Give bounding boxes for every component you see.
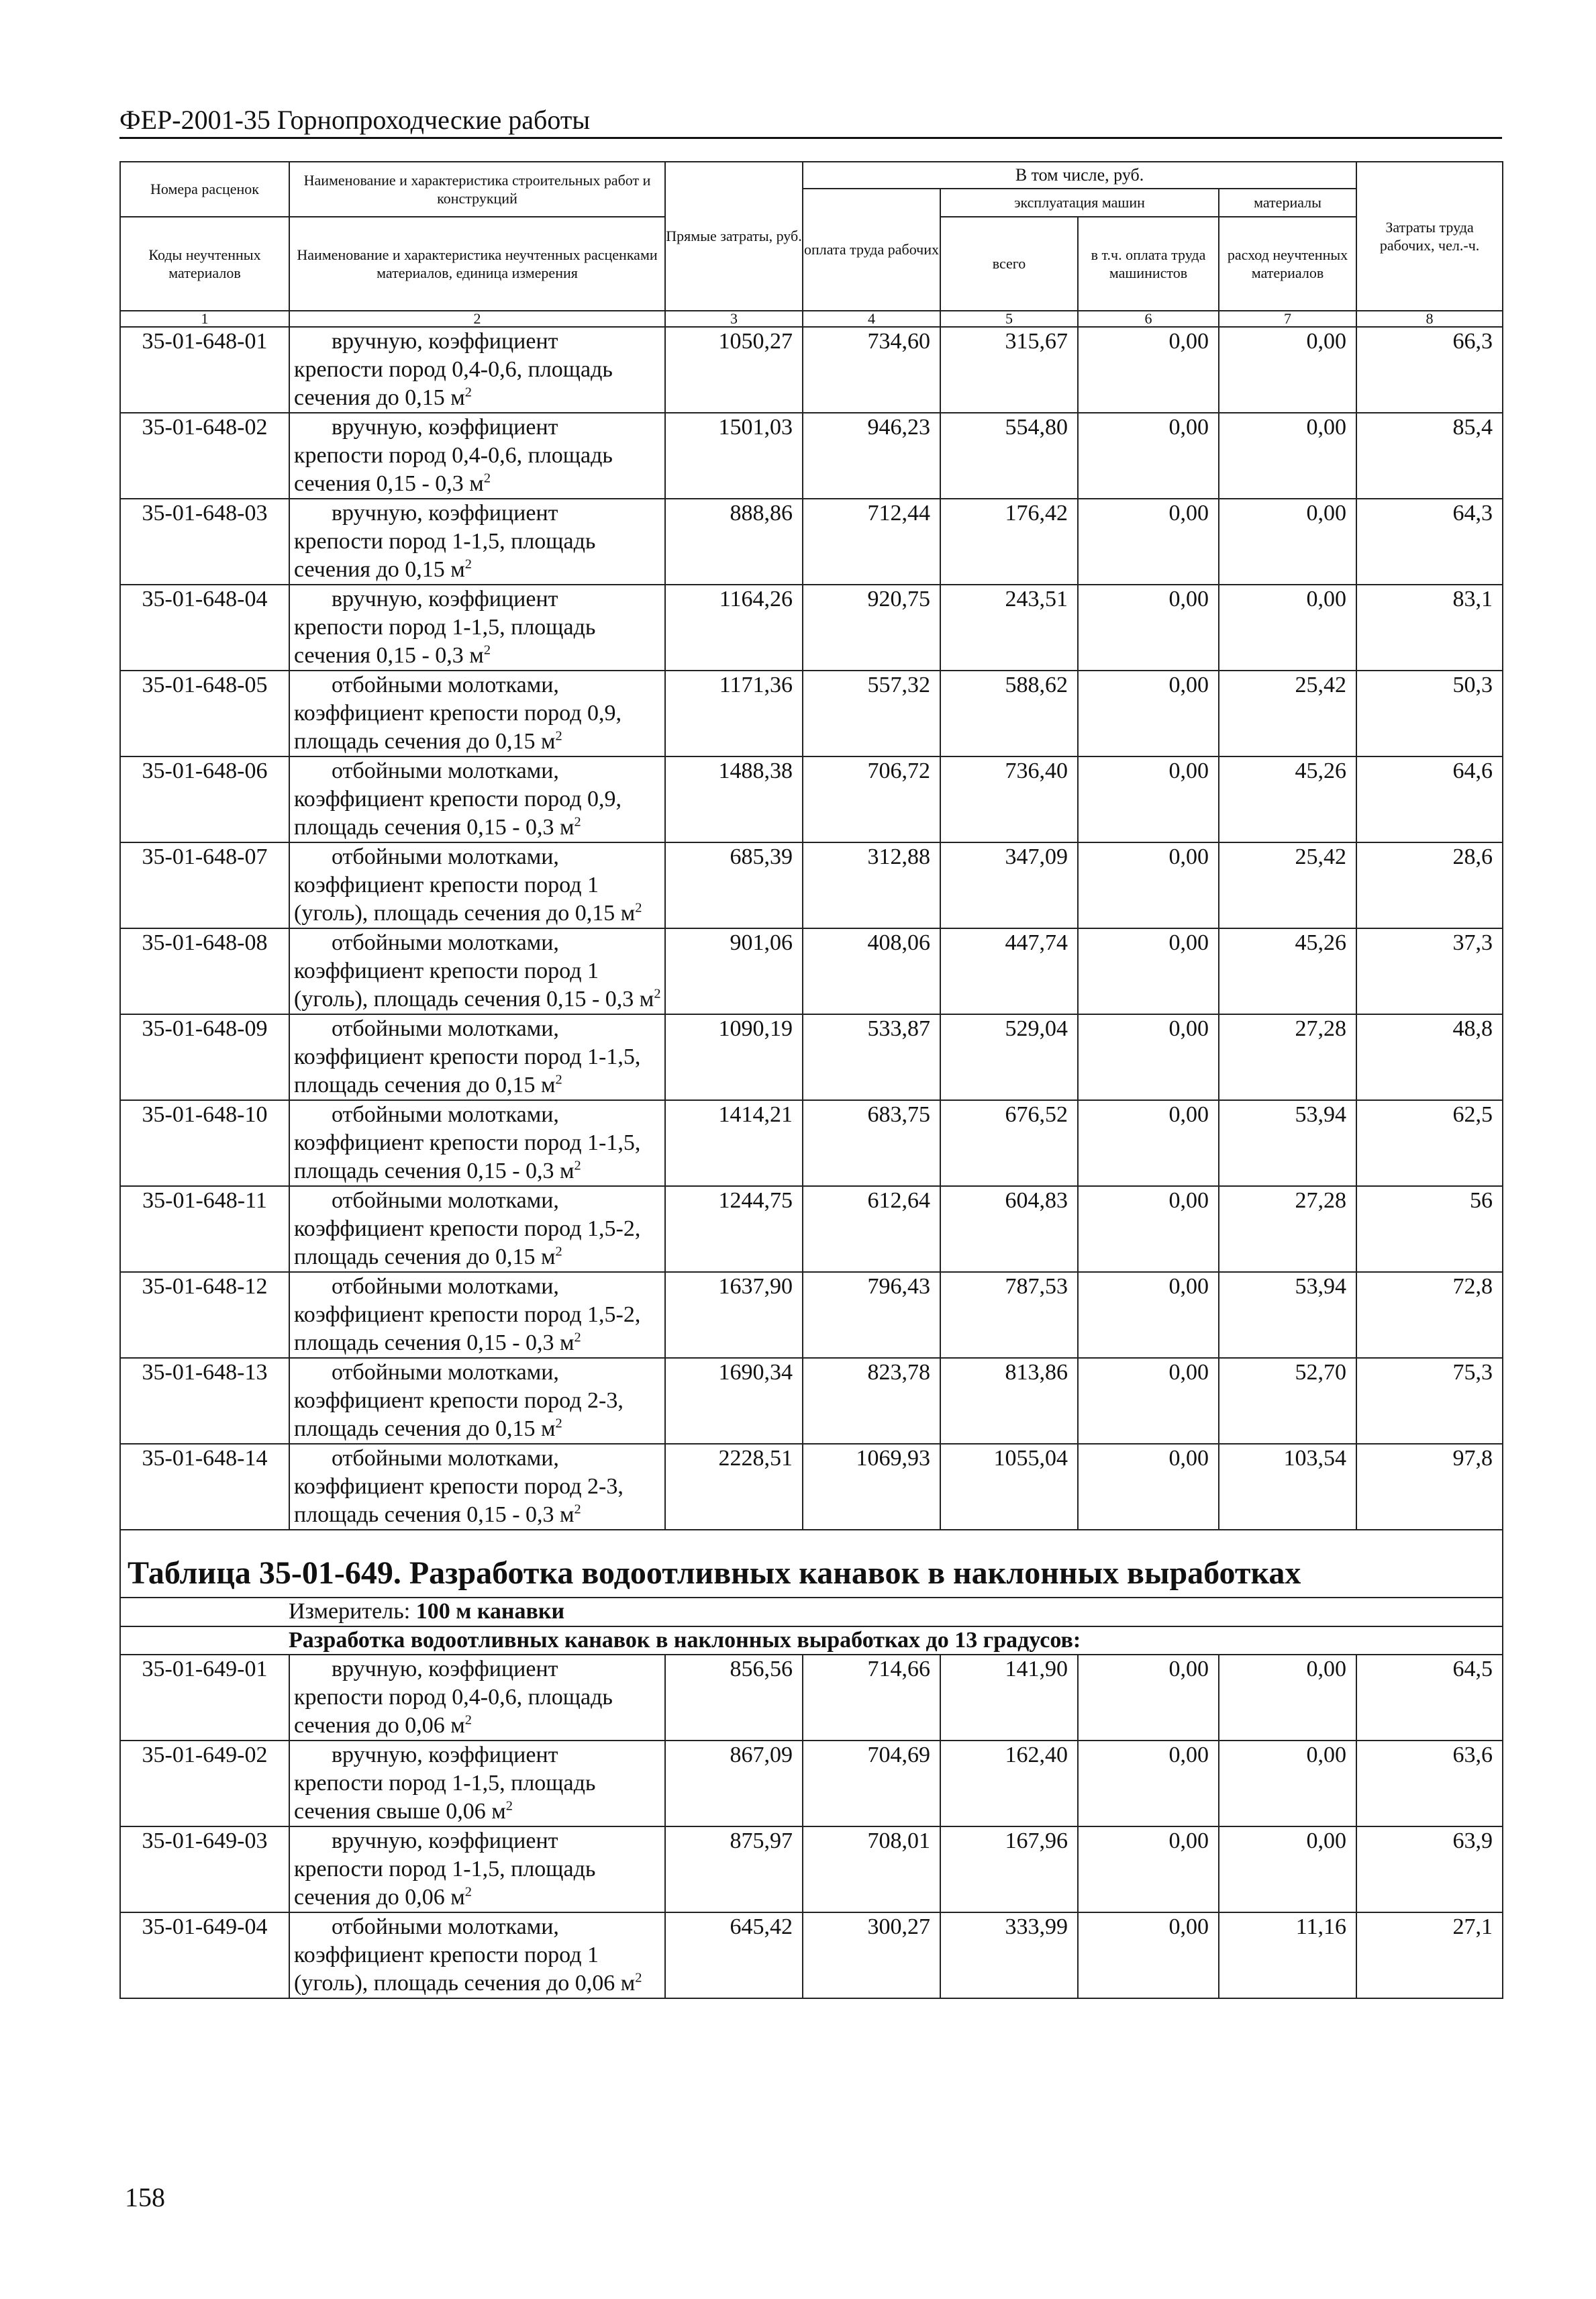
materials-cost: 0,00 [1219,499,1356,585]
labor-hours: 63,9 [1356,1826,1503,1912]
meter-label: Измеритель: [289,1598,416,1624]
unit-exponent: 2 [464,1885,472,1900]
operator-pay: 0,00 [1078,1444,1219,1530]
labor-hours: 83,1 [1356,585,1503,671]
work-description [289,585,665,671]
table-row [120,1100,1503,1186]
rate-code: 35-01-648-03 [120,499,289,585]
work-description [289,413,665,499]
table-row [120,1826,1503,1912]
direct-costs: 1690,34 [665,1358,803,1444]
description-first-line: отбойными молотками, [332,930,559,955]
materials-cost: 0,00 [1219,1826,1356,1912]
description-first-line: отбойными молотками, [332,673,559,697]
description-first-line: вручную, коэффициент [332,415,558,440]
operator-pay: 0,00 [1078,842,1219,928]
unit-exponent: 2 [483,471,491,486]
worker-pay: 734,60 [803,327,940,413]
header-rate-numbers: Номера расценок [120,162,289,217]
labor-hours: 66,3 [1356,327,1503,413]
page-header-title: ФЕР-2001-35 Горнопроходческие работы [119,105,591,135]
description-rest: коэффициент крепости пород 1,5-2, площадь сечения 0,15 - 0,3 м [294,1302,641,1355]
direct-costs: 685,39 [665,842,803,928]
work-description [289,756,665,842]
column-index: 1 [120,311,289,327]
operator-pay: 0,00 [1078,1826,1219,1912]
table-row [120,327,1503,413]
rate-code: 35-01-648-11 [120,1186,289,1272]
labor-hours: 72,8 [1356,1272,1503,1358]
rate-code: 35-01-648-02 [120,413,289,499]
labor-hours: 37,3 [1356,928,1503,1014]
direct-costs: 875,97 [665,1826,803,1912]
table-row [120,1186,1503,1272]
rate-code: 35-01-648-08 [120,928,289,1014]
materials-cost: 0,00 [1219,327,1356,413]
description-rest: коэффициент крепости пород 1-1,5, площадь сечения 0,15 - 0,3 м [294,1130,641,1183]
worker-pay: 920,75 [803,585,940,671]
header-unaccounted-materials: Наименование и характеристика неучтенных расценками материалов, единица измерения [289,217,665,311]
labor-hours: 64,5 [1356,1655,1503,1741]
table-header [120,162,1503,327]
description-first-line: отбойными молотками, [332,844,559,869]
description-first-line: отбойными молотками, [332,1914,559,1940]
direct-costs: 645,42 [665,1912,803,1998]
worker-pay: 708,01 [803,1826,940,1912]
worker-pay: 823,78 [803,1358,940,1444]
work-description [289,1912,665,1998]
unit-exponent: 2 [635,1971,642,1986]
description-first-line: отбойными молотками, [332,1102,559,1127]
work-description [289,327,665,413]
direct-costs: 1090,19 [665,1014,803,1100]
worker-pay: 312,88 [803,842,940,928]
machines-total: 347,09 [940,842,1078,928]
work-description [289,1741,665,1826]
work-description [289,1444,665,1530]
operator-pay: 0,00 [1078,1358,1219,1444]
unit-exponent: 2 [574,1330,581,1345]
work-description [289,671,665,756]
table-row [120,1444,1503,1530]
description-first-line: вручную, коэффициент [332,1743,558,1768]
operator-pay: 0,00 [1078,928,1219,1014]
header-materials: материалы [1219,189,1356,217]
work-description [289,928,665,1014]
materials-cost: 45,26 [1219,756,1356,842]
rate-code: 35-01-649-03 [120,1826,289,1912]
header-operator-pay: в т.ч. оплата труда машинистов [1078,217,1219,311]
description-rest: коэффициент крепости пород 2-3, площадь сечения 0,15 - 0,3 м [294,1474,624,1527]
description-rest: крепости пород 1-1,5, площадь сечения свыше 0,06 м [294,1771,596,1824]
operator-pay: 0,00 [1078,1655,1219,1741]
description-first-line: отбойными молотками, [332,1274,559,1299]
machines-total: 333,99 [940,1912,1078,1998]
machines-total: 554,80 [940,413,1078,499]
worker-pay: 300,27 [803,1912,940,1998]
unit-exponent: 2 [574,1502,581,1517]
section-title: Таблица 35-01-649. Разработка водоотливных канавок в наклонных выработках [120,1530,1503,1598]
work-description [289,1358,665,1444]
materials-cost: 53,94 [1219,1272,1356,1358]
materials-cost: 25,42 [1219,842,1356,928]
unit-exponent: 2 [555,1072,562,1087]
worker-pay: 714,66 [803,1655,940,1741]
description-first-line: вручную, коэффициент [332,1828,558,1854]
rate-code: 35-01-648-07 [120,842,289,928]
labor-hours: 64,3 [1356,499,1503,585]
table-body-648 [120,327,1503,1530]
materials-cost: 103,54 [1219,1444,1356,1530]
rate-code: 35-01-648-13 [120,1358,289,1444]
table-row [120,671,1503,756]
description-rest: коэффициент крепости пород 0,9, площадь сечения 0,15 - 0,3 м [294,787,622,840]
header-unaccounted-codes: Коды неучтенных материалов [120,217,289,311]
table-row [120,499,1503,585]
meter-value: 100 м канавки [415,1598,565,1624]
rates-table [119,161,1503,1999]
header-labor-hours: Затраты труда рабочих, чел.-ч. [1356,162,1503,311]
rate-code: 35-01-648-09 [120,1014,289,1100]
description-rest: крепости пород 0,4-0,6, площадь сечения 0,15 - 0,3 м [294,443,613,496]
materials-cost: 11,16 [1219,1912,1356,1998]
unit-exponent: 2 [483,642,491,658]
header-machine-operation: эксплуатация машин [940,189,1219,217]
machines-total: 315,67 [940,327,1078,413]
description-rest: крепости пород 0,4-0,6, площадь сечения до 0,15 м [294,357,613,410]
header-machines-total: всего [940,217,1078,311]
unit-exponent: 2 [574,1158,581,1173]
unit-exponent: 2 [555,1416,562,1431]
section-subheading: Разработка водоотливных канавок в наклонных выработках до 13 градусов: [120,1626,1503,1655]
table-row [120,1741,1503,1826]
table-row [120,1014,1503,1100]
labor-hours: 56 [1356,1186,1503,1272]
machines-total: 141,90 [940,1655,1078,1741]
description-rest: коэффициент крепости пород 0,9, площадь сечения до 0,15 м [294,701,622,754]
description-rest: крепости пород 0,4-0,6, площадь сечения до 0,06 м [294,1685,613,1739]
unit-exponent: 2 [464,556,472,572]
labor-hours: 75,3 [1356,1358,1503,1444]
direct-costs: 1164,26 [665,585,803,671]
table-section-649 [120,1530,1503,1655]
operator-pay: 0,00 [1078,327,1219,413]
page-number: 158 [125,2182,165,2212]
rate-code: 35-01-649-02 [120,1741,289,1826]
table-row [120,1655,1503,1741]
description-first-line: отбойными молотками, [332,1016,559,1041]
description-first-line: вручную, коэффициент [332,329,558,354]
machines-total: 813,86 [940,1358,1078,1444]
description-rest: коэффициент крепости пород 1 (уголь), площадь сечения до 0,15 м [294,873,636,926]
direct-costs: 1637,90 [665,1272,803,1358]
machines-total: 1055,04 [940,1444,1078,1530]
materials-cost: 53,94 [1219,1100,1356,1186]
table-row [120,756,1503,842]
rate-code: 35-01-648-01 [120,327,289,413]
work-description [289,842,665,928]
materials-cost: 27,28 [1219,1186,1356,1272]
machines-total: 243,51 [940,585,1078,671]
unit-exponent: 2 [635,900,642,916]
operator-pay: 0,00 [1078,1741,1219,1826]
operator-pay: 0,00 [1078,585,1219,671]
section-meter [120,1598,1503,1626]
operator-pay: 0,00 [1078,413,1219,499]
operator-pay: 0,00 [1078,1912,1219,1998]
operator-pay: 0,00 [1078,756,1219,842]
unit-exponent: 2 [654,986,661,1001]
column-index: 4 [803,311,940,327]
page-header [119,104,1502,139]
rate-code: 35-01-648-04 [120,585,289,671]
worker-pay: 712,44 [803,499,940,585]
operator-pay: 0,00 [1078,1100,1219,1186]
description-first-line: вручную, коэффициент [332,587,558,612]
direct-costs: 901,06 [665,928,803,1014]
machines-total: 529,04 [940,1014,1078,1100]
direct-costs: 1244,75 [665,1186,803,1272]
direct-costs: 2228,51 [665,1444,803,1530]
work-description [289,1014,665,1100]
rate-code: 35-01-648-05 [120,671,289,756]
machines-total: 447,74 [940,928,1078,1014]
worker-pay: 557,32 [803,671,940,756]
machines-total: 162,40 [940,1741,1078,1826]
unit-exponent: 2 [574,814,581,830]
direct-costs: 1171,36 [665,671,803,756]
materials-cost: 45,26 [1219,928,1356,1014]
column-index: 6 [1078,311,1219,327]
direct-costs: 888,86 [665,499,803,585]
column-index: 2 [289,311,665,327]
operator-pay: 0,00 [1078,671,1219,756]
description-first-line: отбойными молотками, [332,1188,559,1213]
direct-costs: 1501,03 [665,413,803,499]
column-index: 8 [1356,311,1503,327]
operator-pay: 0,00 [1078,499,1219,585]
table-row [120,1358,1503,1444]
materials-cost: 52,70 [1219,1358,1356,1444]
labor-hours: 48,8 [1356,1014,1503,1100]
work-description [289,1655,665,1741]
direct-costs: 856,56 [665,1655,803,1741]
unit-exponent: 2 [505,1799,513,1814]
worker-pay: 533,87 [803,1014,940,1100]
description-first-line: отбойными молотками, [332,1360,559,1385]
description-first-line: вручную, коэффициент [332,501,558,526]
description-first-line: вручную, коэффициент [332,1657,558,1682]
machines-total: 176,42 [940,499,1078,585]
column-index-row [120,311,1503,327]
work-description [289,499,665,585]
worker-pay: 683,75 [803,1100,940,1186]
column-index: 3 [665,311,803,327]
direct-costs: 1050,27 [665,327,803,413]
materials-cost: 0,00 [1219,1741,1356,1826]
direct-costs: 867,09 [665,1741,803,1826]
work-description [289,1272,665,1358]
description-rest: коэффициент крепости пород 1-1,5, площадь сечения до 0,15 м [294,1044,641,1097]
machines-total: 167,96 [940,1826,1078,1912]
worker-pay: 1069,93 [803,1444,940,1530]
worker-pay: 408,06 [803,928,940,1014]
rate-code: 35-01-648-12 [120,1272,289,1358]
labor-hours: 97,8 [1356,1444,1503,1530]
materials-cost: 27,28 [1219,1014,1356,1100]
description-rest: коэффициент крепости пород 2-3, площадь сечения до 0,15 м [294,1388,624,1441]
machines-total: 604,83 [940,1186,1078,1272]
labor-hours: 85,4 [1356,413,1503,499]
direct-costs: 1414,21 [665,1100,803,1186]
labor-hours: 50,3 [1356,671,1503,756]
rate-code: 35-01-649-04 [120,1912,289,1998]
operator-pay: 0,00 [1078,1186,1219,1272]
rate-code: 35-01-649-01 [120,1655,289,1741]
direct-costs: 1488,38 [665,756,803,842]
labor-hours: 64,6 [1356,756,1503,842]
column-index: 5 [940,311,1078,327]
worker-pay: 946,23 [803,413,940,499]
labor-hours: 62,5 [1356,1100,1503,1186]
machines-total: 736,40 [940,756,1078,842]
table-row [120,842,1503,928]
unit-exponent: 2 [464,385,472,400]
description-rest: коэффициент крепости пород 1 (уголь), площадь сечения 0,15 - 0,3 м [294,959,654,1012]
machines-total: 676,52 [940,1100,1078,1186]
materials-cost: 0,00 [1219,585,1356,671]
work-description [289,1100,665,1186]
rate-code: 35-01-648-14 [120,1444,289,1530]
work-description [289,1826,665,1912]
materials-cost: 25,42 [1219,671,1356,756]
worker-pay: 612,64 [803,1186,940,1272]
worker-pay: 704,69 [803,1741,940,1826]
header-worker-pay: оплата труда рабочих [803,189,940,311]
labor-hours: 63,6 [1356,1741,1503,1826]
unit-exponent: 2 [555,728,562,744]
table-row [120,928,1503,1014]
description-first-line: отбойными молотками, [332,1446,559,1471]
table-row [120,585,1503,671]
worker-pay: 706,72 [803,756,940,842]
header-including: В том числе, руб. [803,162,1356,189]
machines-total: 787,53 [940,1272,1078,1358]
materials-cost: 0,00 [1219,1655,1356,1741]
operator-pay: 0,00 [1078,1272,1219,1358]
description-rest: крепости пород 1-1,5, площадь сечения до 0,15 м [294,529,596,582]
description-rest: коэффициент крепости пород 1,5-2, площадь сечения до 0,15 м [294,1216,641,1269]
worker-pay: 796,43 [803,1272,940,1358]
table-row [120,413,1503,499]
description-rest: коэффициент крепости пород 1 (уголь), площадь сечения до 0,06 м [294,1943,636,1996]
table-row [120,1272,1503,1358]
column-index: 7 [1219,311,1356,327]
work-description [289,1186,665,1272]
rate-code: 35-01-648-06 [120,756,289,842]
table-row [120,1912,1503,1998]
header-work-description: Наименование и характеристика строительных работ и конструкций [289,162,665,217]
materials-cost: 0,00 [1219,413,1356,499]
description-rest: крепости пород 1-1,5, площадь сечения до 0,06 м [294,1857,596,1910]
unit-exponent: 2 [555,1244,562,1259]
description-first-line: отбойными молотками, [332,759,559,783]
table-body-649 [120,1655,1503,1998]
rate-code: 35-01-648-10 [120,1100,289,1186]
labor-hours: 28,6 [1356,842,1503,928]
header-direct-costs: Прямые затраты, руб. [665,162,803,311]
unit-exponent: 2 [464,1713,472,1728]
machines-total: 588,62 [940,671,1078,756]
labor-hours: 27,1 [1356,1912,1503,1998]
header-unaccounted-consumption: расход неучтенных материалов [1219,217,1356,311]
operator-pay: 0,00 [1078,1014,1219,1100]
description-rest: крепости пород 1-1,5, площадь сечения 0,15 - 0,3 м [294,615,596,668]
